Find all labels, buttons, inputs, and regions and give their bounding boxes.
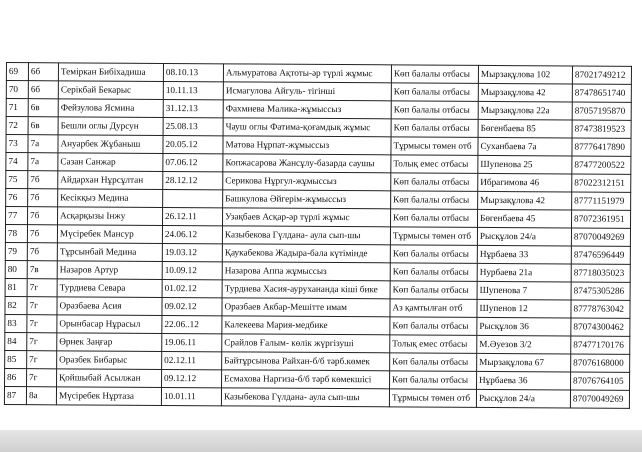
student-name: Теміркан Бибіхадиша <box>58 63 163 82</box>
address: Ибрагимова 46 <box>478 173 572 192</box>
student-name: Кесікқыз Медина <box>58 189 163 208</box>
class-cell: 7г <box>27 369 57 387</box>
phone-number: 87021749212 <box>572 66 631 84</box>
table-body <box>4 63 631 409</box>
class-cell: 7г <box>27 333 57 351</box>
birth-date: 28.12.12 <box>163 171 223 189</box>
family-status: Көп балалы отбасы <box>391 209 478 228</box>
phone-number: 87022312151 <box>572 174 631 192</box>
row-number: 85 <box>5 350 27 368</box>
birth-date: 10.09.12 <box>162 261 222 279</box>
address: Бөгенбаева 45 <box>477 209 571 228</box>
birth-date: 07.06.12 <box>163 153 223 171</box>
birth-date: 19.03.12 <box>162 243 222 261</box>
row-number: 77 <box>6 207 28 225</box>
family-status: Көп балалы отбасы <box>390 263 477 282</box>
family-status: Көп балалы отбасы <box>390 371 477 390</box>
family-status: Тұрмысы төмен отб <box>391 137 478 156</box>
birth-date: 20.05.12 <box>163 135 223 153</box>
family-status: Көп балалы отбасы <box>391 65 478 84</box>
student-name: Мүсіребек Мансур <box>57 225 162 244</box>
phone-number: 87718035023 <box>571 264 630 282</box>
address: Рысқұлов 36 <box>477 317 571 336</box>
class-cell: 7г <box>27 351 57 369</box>
row-number: 69 <box>6 63 28 81</box>
address: Нурбаева 21а <box>477 263 571 282</box>
class-cell: 6в <box>28 117 58 135</box>
address: Мырзақұлова 42 <box>478 191 572 210</box>
students-table <box>4 62 632 409</box>
parent-info: Казыбекова Гүлдана- аула сып-шы <box>221 388 389 407</box>
student-name: Өрнек Заңғар <box>57 333 162 352</box>
row-number: 84 <box>5 332 27 350</box>
row-number: 83 <box>5 314 27 332</box>
family-status: Көп балалы отбасы <box>390 281 477 300</box>
birth-date: 26.12.11 <box>163 207 223 225</box>
family-status: Көп балалы отбасы <box>391 191 478 210</box>
address: Нұрбаева 33 <box>477 245 571 264</box>
family-status: Тұрмысы төмен отб <box>389 389 476 408</box>
phone-number: 87057195870 <box>572 102 631 120</box>
parent-info: Башкулова Әйгерім-жұмыссыз <box>223 190 391 209</box>
class-cell: 7б <box>28 171 58 189</box>
row-number: 87 <box>4 386 26 404</box>
row-number: 73 <box>6 135 28 153</box>
birth-date: 02.12.11 <box>162 351 222 369</box>
address: Мырзақұлова 102 <box>478 65 572 84</box>
family-status: Толық емес отбасы <box>390 335 477 354</box>
parent-info: Фахмиева Малика-жұмыссыз <box>223 100 391 119</box>
phone-number: 87776417890 <box>572 138 631 156</box>
class-cell: 8а <box>26 387 56 405</box>
address: Шупенова 25 <box>478 155 572 174</box>
phone-number: 87076764105 <box>571 372 630 390</box>
row-number: 70 <box>6 81 28 99</box>
row-number: 76 <box>6 189 28 207</box>
phone-number: 87771151979 <box>572 192 631 210</box>
family-status: Көп балалы отбасы <box>391 119 478 138</box>
birth-date: 09.02.12 <box>162 297 222 315</box>
row-number: 75 <box>6 171 28 189</box>
class-cell: 7б <box>27 225 57 243</box>
parent-info: Копжасарова Жансұлу-базарда саушы <box>223 154 391 173</box>
parent-info: Есмахова Наргиза-б/б тәрб көмекшісі <box>222 370 390 389</box>
student-name: Ануарбек Жұбаныш <box>58 135 163 154</box>
parent-info: Қаукабекова Жадыра-бала күтімінде <box>222 244 390 263</box>
birth-date: 01.02.12 <box>162 279 222 297</box>
phone-number: 87074300462 <box>571 318 630 336</box>
student-name: Турдиева Севара <box>57 279 162 298</box>
parent-info: Узақбаев Асқар-әр түрлі жұмыс <box>223 208 391 227</box>
family-status: Толық емес отбасы <box>391 155 478 174</box>
parent-info: Казыбекова Гүлдана- аула сып-шы <box>222 226 390 245</box>
birth-date: 19.06.11 <box>162 333 222 351</box>
student-name: Серікбай Бекарыс <box>58 81 163 100</box>
parent-info: Серикова Нұргул-жұмыссыз <box>223 172 391 191</box>
table-row <box>4 386 629 408</box>
phone-number: 87475305286 <box>571 282 630 300</box>
row-number: 74 <box>6 153 28 171</box>
birth-date: 10.11.13 <box>163 81 223 99</box>
student-name: Тұрсынбай Медина <box>57 243 162 262</box>
student-name: Айдархан Нұрсұлтан <box>58 171 163 190</box>
address: Мырзақұлова 42 <box>478 83 572 102</box>
phone-number: 87072361951 <box>571 210 630 228</box>
birth-date: 22.06..12 <box>162 315 222 333</box>
phone-number: 87477200522 <box>572 156 631 174</box>
student-name: Оразбаева Асия <box>57 297 162 316</box>
row-number: 72 <box>6 117 28 135</box>
phone-number: 87070049269 <box>571 228 630 246</box>
birth-date: 31.12.13 <box>163 99 223 117</box>
parent-info: Матова Нұрпат-жұмыссыз <box>223 136 391 155</box>
class-cell: 7г <box>27 315 57 333</box>
row-number: 71 <box>6 99 28 117</box>
family-status: Көп балалы отбасы <box>390 353 477 372</box>
class-cell: 7в <box>27 261 57 279</box>
address: Рысқұлов 24/а <box>477 227 571 246</box>
parent-info: Назарова Аппа жұмыссыз <box>222 262 390 281</box>
address: Суханбаева 7а <box>478 137 572 156</box>
address: Нұрбаева 36 <box>477 371 571 390</box>
student-name: Назаров Артур <box>57 261 162 280</box>
address: Бөгенбаева 85 <box>478 119 572 138</box>
parent-info: Альмуратова Ақтоты-әр түрлі жұмыс <box>223 64 391 83</box>
birth-date: 25.08.13 <box>163 117 223 135</box>
family-status: Көп балалы отбасы <box>390 317 477 336</box>
address: Рысқұлов 24/а <box>476 389 570 408</box>
phone-number: 87477170176 <box>571 336 630 354</box>
student-name: Мүсіребек Нұртаза <box>56 387 161 406</box>
row-number: 78 <box>5 225 27 243</box>
class-cell: 7г <box>27 297 57 315</box>
page-bottom-edge <box>0 430 642 452</box>
row-number: 80 <box>5 260 27 278</box>
row-number: 86 <box>5 368 27 386</box>
family-status: Аз қамтылған отб <box>390 299 477 318</box>
student-name: Бешли оглы Дурсун <box>58 117 163 136</box>
family-status: Көп балалы отбасы <box>391 173 478 192</box>
birth-date: 08.10.13 <box>163 63 223 81</box>
address: Мырзақұлова 22а <box>478 101 572 120</box>
address: Шупенов 12 <box>477 299 571 318</box>
class-cell: 6в <box>28 99 58 117</box>
address: М.Әуезов 3/2 <box>477 335 571 354</box>
phone-number: 87476596449 <box>571 246 630 264</box>
student-name: Фейзулова Ясмина <box>58 99 163 118</box>
birth-date: 09.12.12 <box>162 369 222 387</box>
class-cell: 6б <box>28 81 58 99</box>
birth-date: 24.06.12 <box>162 225 222 243</box>
family-status: Көп балалы отбасы <box>390 245 477 264</box>
parent-info: Турдиева Хасия-аурухананда кіші бике <box>222 280 390 299</box>
family-status: Көп балалы отбасы <box>391 83 478 102</box>
parent-info: Срайлов Ғалым- көлік жүргізуші <box>222 334 390 353</box>
parent-info: Чауш оглы Фатима-қоғамдық жұмыс <box>223 118 391 137</box>
phone-number: 87070049269 <box>570 390 629 408</box>
row-number: 79 <box>5 242 27 260</box>
row-number: 81 <box>5 278 27 296</box>
class-cell: 6б <box>28 63 58 81</box>
phone-number: 87473819523 <box>572 120 631 138</box>
phone-number: 87778763042 <box>571 300 630 318</box>
phone-number: 87478651740 <box>572 84 631 102</box>
parent-info: Калекеева Мария-медбике <box>222 316 390 335</box>
student-name: Асқарқызы Інжу <box>58 207 163 226</box>
phone-number: 87076168000 <box>571 354 630 372</box>
student-name: Сазан Санжар <box>58 153 163 172</box>
class-cell: 7б <box>28 189 58 207</box>
birth-date: 10.01.11 <box>161 387 221 405</box>
student-name: Қойшыбай Асылжан <box>57 369 162 388</box>
family-status: Көп балалы отбасы <box>391 101 478 120</box>
class-cell: 7а <box>28 135 58 153</box>
student-name: Орынбасар Нұрасыл <box>57 315 162 334</box>
student-name: Оразбек Бибарыс <box>57 351 162 370</box>
parent-info: Оразбаев Акбар-Мешітте имам <box>222 298 390 317</box>
class-cell: 7г <box>27 279 57 297</box>
row-number: 82 <box>5 296 27 314</box>
class-cell: 7а <box>28 153 58 171</box>
class-cell: 7б <box>27 243 57 261</box>
class-cell: 7б <box>28 207 58 225</box>
family-status: Тұрмысы төмен отб <box>390 227 477 246</box>
parent-info: Исмагулова Айгуль- тігінші <box>223 82 391 101</box>
address: Шупенова 7 <box>477 281 571 300</box>
parent-info: Байтұрсынова Райхан-б/б тәрб.көмек <box>222 352 390 371</box>
address: Мырзақұлова 67 <box>477 353 571 372</box>
birth-date <box>163 189 223 207</box>
